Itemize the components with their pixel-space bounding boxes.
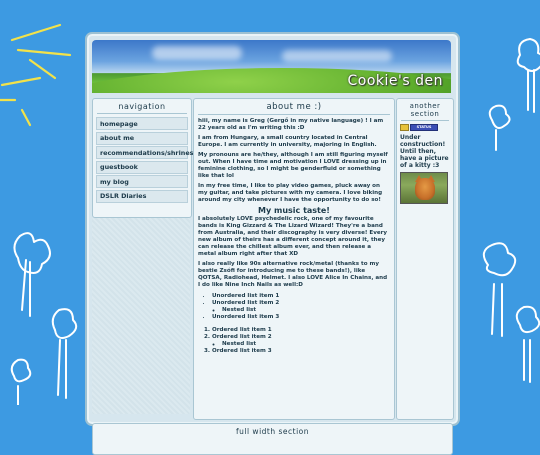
pronouns-paragraph: My pronouns are he/they, although I am still figuring myself out. When I have time and motivation I LOVE dressing up in feminine clothing, so I might be genderfluid or something like that lol — [198, 152, 388, 179]
list-item — [212, 300, 390, 314]
site-title: Cookie's den — [347, 73, 443, 89]
intro-paragraph: hiii, my name is Greg (Gergő in my native language) ! I am 22 years old as I'm writing this :D — [198, 118, 384, 131]
full-width-heading: full width section — [235, 427, 309, 436]
about-me-body — [194, 115, 394, 364]
hobbies-paragraph: In my free time, I like to play video games, pluck away on my guitar, and take pictures with my camera. I love biking around my city whenever I have the opportunity to do so! — [198, 183, 383, 203]
banner-cloud — [152, 46, 242, 60]
nav-list — [96, 117, 194, 203]
construction-badge-icon — [400, 124, 409, 131]
nav-item-recommendations[interactable]: recommendations/shrines — [96, 146, 188, 159]
nav-pattern-fill — [92, 218, 190, 414]
list-item-text: Ordered list item 2 — [212, 334, 272, 340]
list-item: ◦ Nested list — [222, 307, 390, 314]
kitty-photo — [400, 172, 448, 204]
unordered-list — [198, 293, 390, 321]
navigation-panel — [92, 98, 192, 218]
nested-list — [212, 307, 390, 314]
banner-cloud — [282, 50, 392, 62]
nav-item-my-blog[interactable]: my blog — [96, 175, 188, 188]
list-item: 1. Ordered list item 1 — [212, 327, 390, 334]
page-frame — [85, 32, 460, 436]
about-me-panel — [193, 98, 395, 420]
list-item-text: Unordered list item 2 — [212, 300, 280, 306]
nav-item-about-me[interactable]: about me — [96, 132, 188, 145]
music-heading: My music taste! — [258, 206, 330, 215]
status-badge: STATUS — [410, 124, 438, 131]
about-me-heading: about me :) — [198, 99, 390, 115]
list-item: • Unordered list item 1 — [212, 293, 390, 300]
header-banner — [92, 40, 451, 93]
location-paragraph: I am from Hungary, a small country located in Central Europe. I am currently in university, majoring in English. — [198, 135, 377, 148]
music-paragraph-1: I absolutely LOVE psychedelic rock, one of my favourite bands is King Gizzard & The Lizard Wizard! They're a band from Australia, and their discography is very diverse! Every new album of theirs has a different concept around it, they can release the chillest album ever, and then release a metal album right after that XD — [198, 216, 388, 257]
list-item — [212, 334, 390, 348]
ordered-list — [198, 327, 390, 355]
another-section-body — [397, 121, 453, 207]
construction-text: Under construction! Until then, have a picture of a kitty :3 — [400, 134, 449, 169]
list-item: ◦ Nested list — [222, 341, 390, 348]
navigation-heading: navigation — [97, 99, 187, 114]
music-paragraph-2: I also really like 90s alternative rock/metal (thanks to my bestie Zsófi for introducing me to these bands!), like QOTSA, Radiohead, Helmet. I also LOVE Alice In Chains, and I do like Nine Inch Nails as well:D — [198, 261, 388, 288]
nav-item-homepage[interactable]: homepage — [96, 117, 188, 130]
full-width-panel — [92, 423, 453, 455]
another-section-heading: another section — [401, 99, 449, 121]
another-section-panel — [396, 98, 454, 420]
list-item: • Unordered list item 3 — [212, 314, 390, 321]
nested-list — [212, 341, 390, 348]
cat-body — [415, 178, 435, 200]
list-item: 3. Ordered list item 3 — [212, 348, 390, 355]
nav-item-dslr-diaries[interactable]: DSLR Diaries — [96, 190, 188, 203]
nav-item-guestbook[interactable]: guestbook — [96, 161, 188, 174]
construction-badges — [400, 124, 450, 131]
